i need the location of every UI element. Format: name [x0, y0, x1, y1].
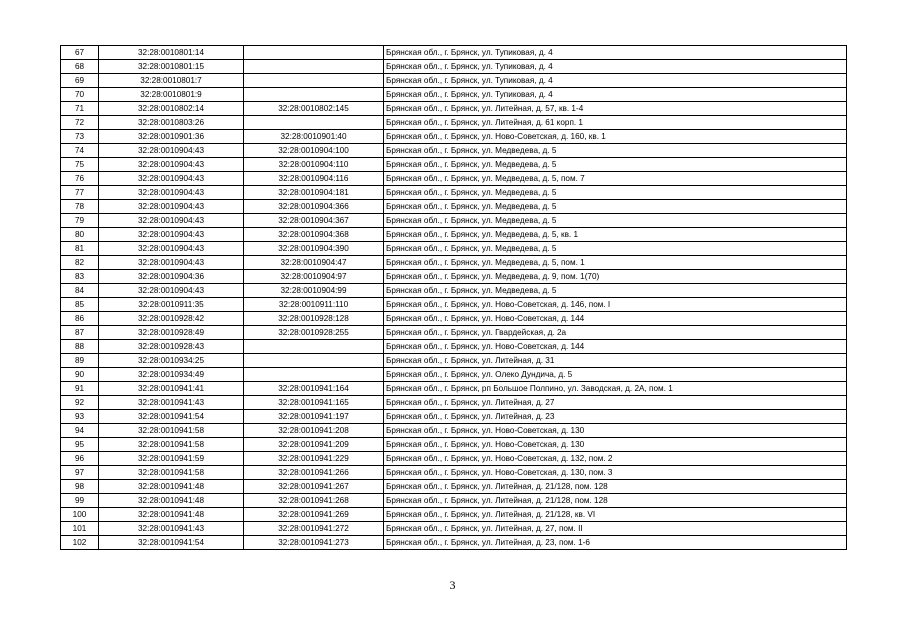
row-number-cell: 83	[61, 270, 99, 284]
row-number-cell: 85	[61, 298, 99, 312]
row-number-cell: 70	[61, 88, 99, 102]
address-cell: Брянская обл., г. Брянск, ул. Ново-Советская, д. 160, кв. 1	[384, 130, 847, 144]
address-cell: Брянская обл., г. Брянск, ул. Литейная, д. 27	[384, 396, 847, 410]
row-number-cell: 78	[61, 200, 99, 214]
table-row	[61, 382, 847, 396]
table-row	[61, 270, 847, 284]
table-row	[61, 466, 847, 480]
table-row	[61, 228, 847, 242]
object-number-cell	[244, 116, 384, 130]
table-row	[61, 116, 847, 130]
row-number-cell: 93	[61, 410, 99, 424]
address-cell: Брянская обл., г. Брянск, ул. Литейная, д. 21/128, пом. 128	[384, 480, 847, 494]
row-number-cell: 95	[61, 438, 99, 452]
row-number-cell: 68	[61, 60, 99, 74]
row-number-cell: 90	[61, 368, 99, 382]
land-parcel-number-cell: 32:28:0010941:58	[99, 438, 244, 452]
address-cell: Брянская обл., г. Брянск, ул. Медведева, д. 5, пом. 1	[384, 256, 847, 270]
row-number-cell: 81	[61, 242, 99, 256]
address-cell: Брянская обл., г. Брянск, ул. Тупиковая, д. 4	[384, 88, 847, 102]
address-cell: Брянская обл., г. Брянск, ул. Тупиковая, д. 4	[384, 46, 847, 60]
table-row	[61, 340, 847, 354]
object-number-cell: 32:28:0010941:208	[244, 424, 384, 438]
land-parcel-number-cell: 32:28:0010904:43	[99, 172, 244, 186]
table-row	[61, 522, 847, 536]
address-cell: Брянская обл., г. Брянск, ул. Литейная, д. 27, пом. II	[384, 522, 847, 536]
address-cell: Брянская обл., г. Брянск, ул. Литейная, д. 61 корп. 1	[384, 116, 847, 130]
table-row	[61, 480, 847, 494]
object-number-cell: 32:28:0010941:267	[244, 480, 384, 494]
land-parcel-number-cell: 32:28:0010941:59	[99, 452, 244, 466]
row-number-cell: 102	[61, 536, 99, 550]
row-number-cell: 67	[61, 46, 99, 60]
object-number-cell	[244, 340, 384, 354]
land-parcel-number-cell: 32:28:0010934:49	[99, 368, 244, 382]
registry-table-body	[61, 46, 847, 550]
table-row	[61, 396, 847, 410]
land-parcel-number-cell: 32:28:0010904:43	[99, 144, 244, 158]
row-number-cell: 69	[61, 74, 99, 88]
table-row	[61, 438, 847, 452]
table-row	[61, 60, 847, 74]
land-parcel-number-cell: 32:28:0010904:43	[99, 214, 244, 228]
row-number-cell: 94	[61, 424, 99, 438]
address-cell: Брянская обл., г. Брянск, ул. Ново-Советская, д. 144	[384, 340, 847, 354]
address-cell: Брянская обл., г. Брянск, ул. Медведева, д. 5	[384, 284, 847, 298]
land-parcel-number-cell: 32:28:0010941:41	[99, 382, 244, 396]
land-parcel-number-cell: 32:28:0010904:43	[99, 256, 244, 270]
land-parcel-number-cell: 32:28:0010941:48	[99, 480, 244, 494]
object-number-cell: 32:28:0010904:99	[244, 284, 384, 298]
land-parcel-number-cell: 32:28:0010928:42	[99, 312, 244, 326]
table-row	[61, 424, 847, 438]
table-row	[61, 326, 847, 340]
land-parcel-number-cell: 32:28:0010904:43	[99, 284, 244, 298]
row-number-cell: 79	[61, 214, 99, 228]
address-cell: Брянская обл., г. Брянск, ул. Медведева, д. 9, пом. 1(70)	[384, 270, 847, 284]
table-row	[61, 494, 847, 508]
row-number-cell: 97	[61, 466, 99, 480]
registry-table	[60, 45, 847, 550]
land-parcel-number-cell: 32:28:0010802:14	[99, 102, 244, 116]
row-number-cell: 72	[61, 116, 99, 130]
table-row	[61, 452, 847, 466]
row-number-cell: 74	[61, 144, 99, 158]
object-number-cell: 32:28:0010904:110	[244, 158, 384, 172]
address-cell: Брянская обл., г. Брянск, ул. Медведева, д. 5	[384, 158, 847, 172]
object-number-cell: 32:28:0010901:40	[244, 130, 384, 144]
row-number-cell: 87	[61, 326, 99, 340]
object-number-cell: 32:28:0010941:272	[244, 522, 384, 536]
table-row	[61, 74, 847, 88]
table-row	[61, 158, 847, 172]
address-cell: Брянская обл., г. Брянск, ул. Ново-Советская, д. 144	[384, 312, 847, 326]
address-cell: Брянская обл., г. Брянск, ул. Тупиковая, д. 4	[384, 74, 847, 88]
address-cell: Брянская обл., г. Брянск, ул. Ново-Советская, д. 146, пом. I	[384, 298, 847, 312]
land-parcel-number-cell: 32:28:0010801:7	[99, 74, 244, 88]
address-cell: Брянская обл., г. Брянск, ул. Литейная, д. 23, пом. 1-6	[384, 536, 847, 550]
row-number-cell: 86	[61, 312, 99, 326]
address-cell: Брянская обл., г. Брянск, ул. Медведева, д. 5	[384, 200, 847, 214]
object-number-cell	[244, 74, 384, 88]
row-number-cell: 80	[61, 228, 99, 242]
land-parcel-number-cell: 32:28:0010941:43	[99, 396, 244, 410]
land-parcel-number-cell: 32:28:0010904:43	[99, 158, 244, 172]
address-cell: Брянская обл., г. Брянск, рп Большое Полпино, ул. Заводская, д. 2А, пом. 1	[384, 382, 847, 396]
address-cell: Брянская обл., г. Брянск, ул. Ново-Советская, д. 130	[384, 438, 847, 452]
object-number-cell: 32:28:0010928:255	[244, 326, 384, 340]
land-parcel-number-cell: 32:28:0010904:36	[99, 270, 244, 284]
table-row	[61, 186, 847, 200]
land-parcel-number-cell: 32:28:0010901:36	[99, 130, 244, 144]
address-cell: Брянская обл., г. Брянск, ул. Ново-Советская, д. 132, пом. 2	[384, 452, 847, 466]
object-number-cell: 32:28:0010941:229	[244, 452, 384, 466]
address-cell: Брянская обл., г. Брянск, ул. Медведева, д. 5, кв. 1	[384, 228, 847, 242]
object-number-cell: 32:28:0010904:368	[244, 228, 384, 242]
row-number-cell: 96	[61, 452, 99, 466]
address-cell: Брянская обл., г. Брянск, ул. Литейная, д. 31	[384, 354, 847, 368]
object-number-cell: 32:28:0010941:266	[244, 466, 384, 480]
land-parcel-number-cell: 32:28:0010801:9	[99, 88, 244, 102]
object-number-cell: 32:28:0010941:165	[244, 396, 384, 410]
row-number-cell: 71	[61, 102, 99, 116]
row-number-cell: 99	[61, 494, 99, 508]
row-number-cell: 84	[61, 284, 99, 298]
address-cell: Брянская обл., г. Брянск, ул. Литейная, д. 21/128, кв. VI	[384, 508, 847, 522]
table-row	[61, 368, 847, 382]
land-parcel-number-cell: 32:28:0010928:43	[99, 340, 244, 354]
land-parcel-number-cell: 32:28:0010941:58	[99, 424, 244, 438]
row-number-cell: 91	[61, 382, 99, 396]
land-parcel-number-cell: 32:28:0010904:43	[99, 186, 244, 200]
page-number: 3	[449, 578, 456, 592]
row-number-cell: 75	[61, 158, 99, 172]
address-cell: Брянская обл., г. Брянск, ул. Медведева, д. 5, пом. 7	[384, 172, 847, 186]
object-number-cell: 32:28:0010904:116	[244, 172, 384, 186]
row-number-cell: 77	[61, 186, 99, 200]
table-row	[61, 172, 847, 186]
object-number-cell: 32:28:0010802:145	[244, 102, 384, 116]
table-row	[61, 102, 847, 116]
object-number-cell: 32:28:0010904:390	[244, 242, 384, 256]
object-number-cell: 32:28:0010941:268	[244, 494, 384, 508]
row-number-cell: 76	[61, 172, 99, 186]
address-cell: Брянская обл., г. Брянск, ул. Медведева, д. 5	[384, 214, 847, 228]
object-number-cell: 32:28:0010941:209	[244, 438, 384, 452]
object-number-cell: 32:28:0010941:197	[244, 410, 384, 424]
land-parcel-number-cell: 32:28:0010941:58	[99, 466, 244, 480]
object-number-cell: 32:28:0010904:181	[244, 186, 384, 200]
land-parcel-number-cell: 32:28:0010801:15	[99, 60, 244, 74]
address-cell: Брянская обл., г. Брянск, ул. Ново-Советская, д. 130, пом. 3	[384, 466, 847, 480]
object-number-cell: 32:28:0010904:100	[244, 144, 384, 158]
object-number-cell: 32:28:0010904:367	[244, 214, 384, 228]
table-row	[61, 284, 847, 298]
object-number-cell: 32:28:0010941:164	[244, 382, 384, 396]
land-parcel-number-cell: 32:28:0010934:25	[99, 354, 244, 368]
object-number-cell: 32:28:0010928:128	[244, 312, 384, 326]
address-cell: Брянская обл., г. Брянск, ул. Медведева, д. 5	[384, 144, 847, 158]
table-row	[61, 214, 847, 228]
table-row	[61, 144, 847, 158]
address-cell: Брянская обл., г. Брянск, ул. Тупиковая, д. 4	[384, 60, 847, 74]
table-row	[61, 200, 847, 214]
object-number-cell: 32:28:0010904:366	[244, 200, 384, 214]
object-number-cell	[244, 60, 384, 74]
land-parcel-number-cell: 32:28:0010904:43	[99, 228, 244, 242]
table-row	[61, 410, 847, 424]
table-row	[61, 46, 847, 60]
row-number-cell: 98	[61, 480, 99, 494]
object-number-cell: 32:28:0010904:47	[244, 256, 384, 270]
address-cell: Брянская обл., г. Брянск, ул. Медведева, д. 5	[384, 242, 847, 256]
land-parcel-number-cell: 32:28:0010911:35	[99, 298, 244, 312]
row-number-cell: 92	[61, 396, 99, 410]
land-parcel-number-cell: 32:28:0010904:43	[99, 242, 244, 256]
address-cell: Брянская обл., г. Брянск, ул. Гвардейская, д. 2а	[384, 326, 847, 340]
object-number-cell	[244, 88, 384, 102]
row-number-cell: 101	[61, 522, 99, 536]
object-number-cell: 32:28:0010941:273	[244, 536, 384, 550]
land-parcel-number-cell: 32:28:0010941:48	[99, 494, 244, 508]
table-row	[61, 354, 847, 368]
address-cell: Брянская обл., г. Брянск, ул. Медведева, д. 5	[384, 186, 847, 200]
object-number-cell: 32:28:0010904:97	[244, 270, 384, 284]
table-row	[61, 256, 847, 270]
land-parcel-number-cell: 32:28:0010801:14	[99, 46, 244, 60]
land-parcel-number-cell: 32:28:0010941:54	[99, 536, 244, 550]
object-number-cell	[244, 354, 384, 368]
row-number-cell: 82	[61, 256, 99, 270]
object-number-cell: 32:28:0010911:110	[244, 298, 384, 312]
row-number-cell: 100	[61, 508, 99, 522]
land-parcel-number-cell: 32:28:0010904:43	[99, 200, 244, 214]
address-cell: Брянская обл., г. Брянск, ул. Литейная, д. 57, кв. 1-4	[384, 102, 847, 116]
object-number-cell: 32:28:0010941:269	[244, 508, 384, 522]
land-parcel-number-cell: 32:28:0010941:48	[99, 508, 244, 522]
land-parcel-number-cell: 32:28:0010803:26	[99, 116, 244, 130]
table-row	[61, 298, 847, 312]
address-cell: Брянская обл., г. Брянск, ул. Литейная, д. 21/128, пом. 128	[384, 494, 847, 508]
object-number-cell	[244, 368, 384, 382]
address-cell: Брянская обл., г. Брянск, ул. Ново-Советская, д. 130	[384, 424, 847, 438]
table-row	[61, 312, 847, 326]
table-row	[61, 242, 847, 256]
land-parcel-number-cell: 32:28:0010941:43	[99, 522, 244, 536]
table-row	[61, 508, 847, 522]
object-number-cell	[244, 46, 384, 60]
address-cell: Брянская обл., г. Брянск, ул. Литейная, д. 23	[384, 410, 847, 424]
land-parcel-number-cell: 32:28:0010941:54	[99, 410, 244, 424]
table-row	[61, 536, 847, 550]
row-number-cell: 89	[61, 354, 99, 368]
address-cell: Брянская обл., г. Брянск, ул. Олеко Дундича, д. 5	[384, 368, 847, 382]
row-number-cell: 73	[61, 130, 99, 144]
land-parcel-number-cell: 32:28:0010928:49	[99, 326, 244, 340]
table-row	[61, 88, 847, 102]
table-row	[61, 130, 847, 144]
row-number-cell: 88	[61, 340, 99, 354]
